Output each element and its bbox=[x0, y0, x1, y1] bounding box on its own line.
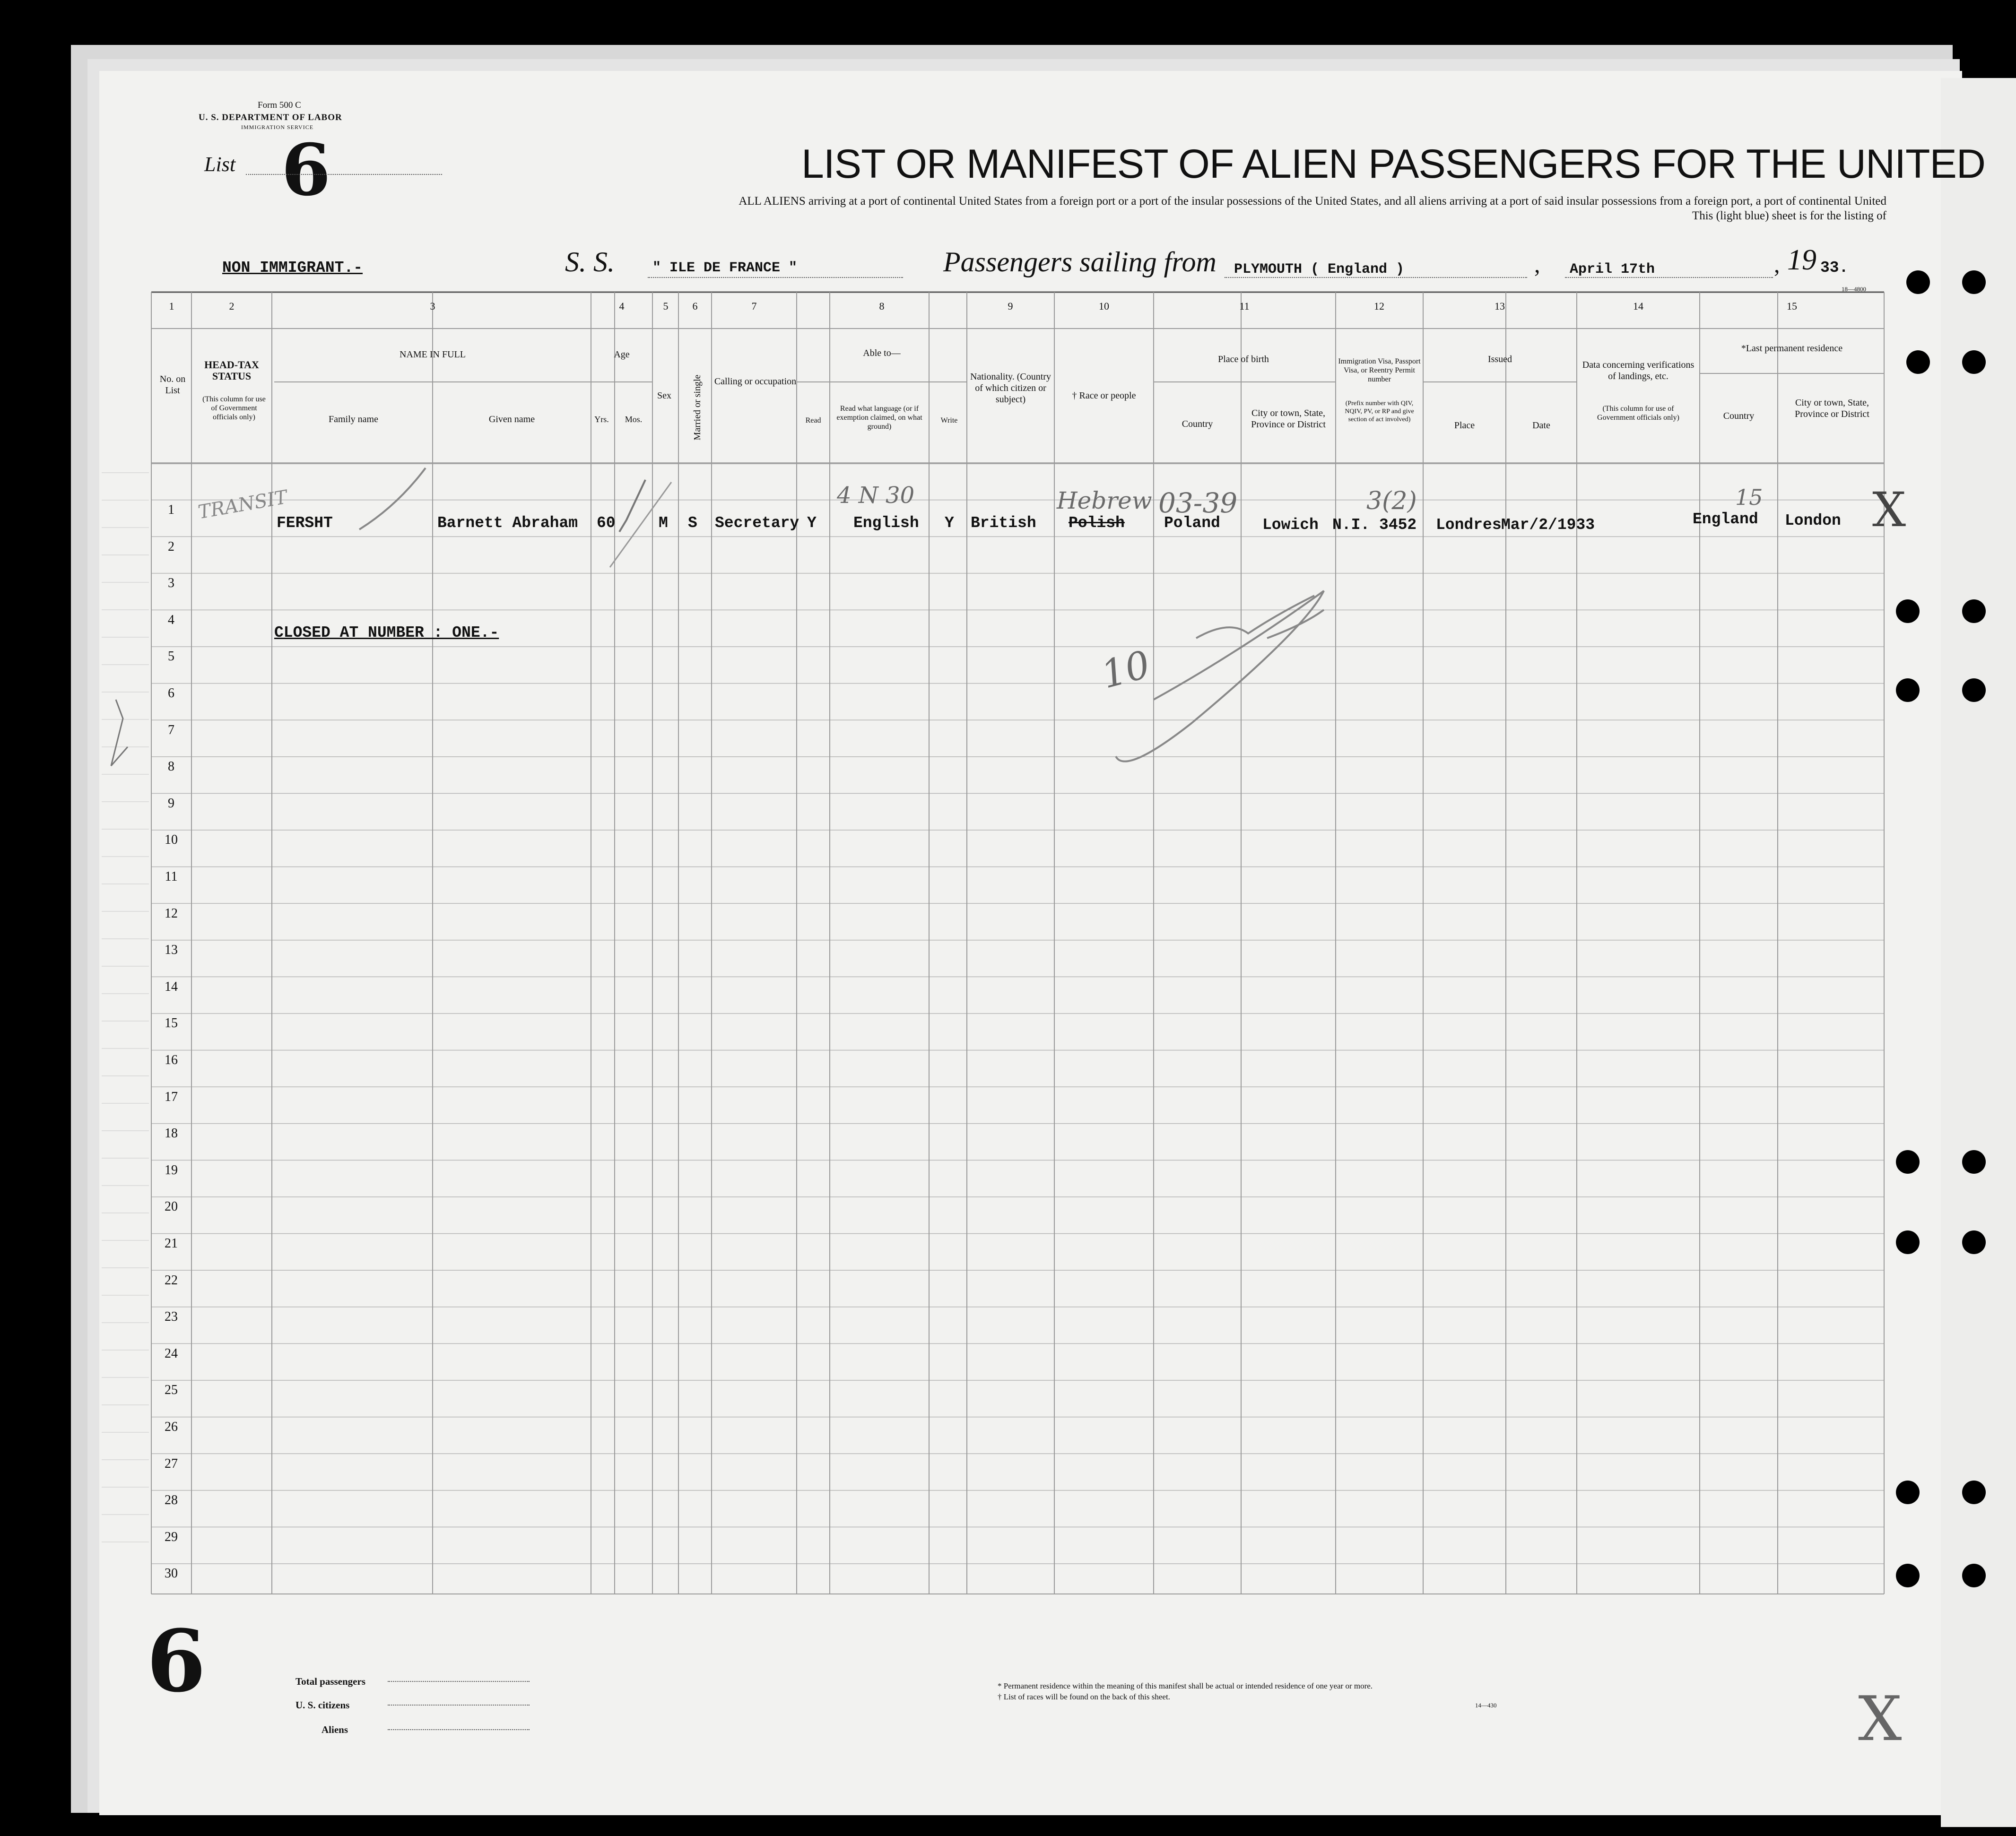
row-number: 8 bbox=[168, 759, 174, 774]
column-number: 10 bbox=[1099, 300, 1109, 312]
column-number: 4 bbox=[619, 300, 625, 312]
department: U. S. DEPARTMENT OF LABOR bbox=[199, 113, 342, 122]
column-number: 8 bbox=[879, 300, 885, 312]
header-calling: Calling or occupation bbox=[714, 376, 797, 387]
entry-write: Y bbox=[945, 514, 954, 532]
header-last-residence: *Last permanent residence bbox=[1741, 343, 1843, 354]
print-code: 18—4800 bbox=[1842, 286, 1866, 293]
form-number: Form 500 C bbox=[258, 100, 301, 110]
handwritten-read-note: 4 N 30 bbox=[837, 482, 915, 509]
row-number: 5 bbox=[168, 649, 174, 664]
header-lr-country: Country bbox=[1723, 411, 1755, 421]
footer-list-number: 6 bbox=[147, 1611, 206, 1711]
header-read: Read bbox=[805, 416, 821, 424]
manifest-subtitle-2: This (light blue) sheet is for the listing of bbox=[1692, 209, 1886, 222]
column-number: 12 bbox=[1374, 300, 1384, 312]
header-nationality: Nationality. (Country of which citizen or subject) bbox=[970, 372, 1051, 405]
entry-sex: M bbox=[659, 514, 668, 532]
entry-visa: N.I. 3452 bbox=[1332, 516, 1417, 534]
entry-age-yrs: 60 bbox=[597, 514, 616, 532]
entry-pob-city: Lowich bbox=[1262, 516, 1319, 534]
closed-note: CLOSED AT NUMBER : ONE.- bbox=[274, 624, 499, 641]
header-mos: Mos. bbox=[625, 415, 643, 424]
entry-race: Polish bbox=[1069, 514, 1125, 532]
class-label: NON IMMIGRANT.- bbox=[222, 259, 363, 277]
header-sex: Sex bbox=[657, 390, 671, 401]
header-issued: Issued bbox=[1487, 354, 1512, 364]
ship-name: " ILE DE FRANCE " bbox=[652, 260, 798, 276]
header-place-of-birth: Place of birth bbox=[1218, 354, 1269, 364]
header-read-language: Read what language (or if exemption claimed, on what ground) bbox=[836, 405, 922, 431]
row-number: 12 bbox=[165, 906, 178, 921]
row-number: 2 bbox=[168, 539, 174, 554]
header-landing: Data concerning verifications of landings, etc. bbox=[1582, 360, 1694, 381]
comma: , bbox=[1534, 251, 1540, 277]
header-married: Married or single bbox=[692, 374, 703, 441]
header-name-in-full: NAME IN FULL bbox=[400, 349, 466, 360]
entry-marital: S bbox=[688, 514, 697, 532]
row-number: 16 bbox=[165, 1053, 178, 1067]
row-number: 28 bbox=[165, 1493, 178, 1508]
manifest-title: LIST OR MANIFEST OF ALIEN PASSENGERS FOR THE UNITED bbox=[801, 141, 1986, 187]
list-number: 6 bbox=[281, 129, 331, 212]
row-number: 27 bbox=[165, 1456, 178, 1471]
header-write: Write bbox=[940, 416, 958, 424]
column-number: 13 bbox=[1495, 300, 1505, 312]
entry-language: English bbox=[853, 514, 919, 532]
footer-total-line bbox=[388, 1681, 530, 1682]
row-number: 15 bbox=[165, 1016, 178, 1031]
ss-label: S. S. bbox=[565, 246, 615, 277]
entry-family-name: FERSHT bbox=[277, 514, 333, 532]
header-head-tax-note: (This column for use of Government officials only) bbox=[202, 395, 266, 421]
entry-lr-country: England bbox=[1693, 511, 1758, 528]
list-label: List bbox=[204, 153, 236, 176]
footer-note-residence: * Permanent residence within the meaning of this manifest shall be actual or intended residence of one year or more. bbox=[998, 1681, 1373, 1690]
header-age: Age bbox=[614, 349, 630, 360]
row-number: 24 bbox=[165, 1346, 178, 1361]
row-number: 3 bbox=[168, 576, 174, 591]
row-number: 10 bbox=[165, 832, 178, 848]
header-given-name: Given name bbox=[488, 414, 535, 424]
entry-occupation: Secretary bbox=[715, 514, 799, 532]
manifest-subtitle: ALL ALIENS arriving at a port of continental United States from a foreign port or a port of the insular possessions of the United States, and all aliens arriving at a port of said insular possessions from a foreign port, a port of continental United bbox=[739, 195, 1886, 208]
row-number: 17 bbox=[165, 1089, 178, 1104]
entry-read: Y bbox=[807, 514, 817, 532]
row-number: 7 bbox=[168, 722, 174, 737]
entry-lr-city: London bbox=[1785, 512, 1841, 529]
column-number: 1 bbox=[169, 300, 174, 312]
footer-total-label: Total passengers bbox=[295, 1676, 365, 1687]
column-number: 15 bbox=[1787, 300, 1797, 312]
header-yrs: Yrs. bbox=[594, 415, 609, 424]
row-number: 30 bbox=[165, 1566, 178, 1581]
column-number: 6 bbox=[692, 300, 698, 312]
entry-issued-place: Londres bbox=[1436, 516, 1502, 534]
sailing-label: Passengers sailing from bbox=[943, 246, 1217, 277]
header-issued-place: Place bbox=[1454, 420, 1475, 431]
handwritten-visa-section: 3(2) bbox=[1366, 487, 1417, 515]
entry-pob-country: Poland bbox=[1164, 514, 1220, 532]
comma: , bbox=[1774, 251, 1780, 277]
column-number: 7 bbox=[751, 300, 757, 312]
header-landing-note: (This column for use of Government officials only) bbox=[1597, 405, 1679, 422]
column-number: 9 bbox=[1008, 300, 1013, 312]
header-able-to: Able to— bbox=[863, 348, 901, 358]
handwritten-stamp-number: 10 bbox=[1096, 642, 1155, 697]
row-number: 14 bbox=[165, 979, 178, 994]
head-tax-stamp: TRANSIT bbox=[196, 486, 289, 524]
footer-note-races: † List of races will be found on the back of this sheet. bbox=[998, 1692, 1170, 1701]
handwritten-race: Hebrew bbox=[1057, 487, 1152, 514]
sailing-date: April 17th bbox=[1570, 261, 1655, 277]
header-visa-note: (Prefix number with QIV, NQIV, PV, or RP and give section of act involved) bbox=[1345, 400, 1414, 423]
row-number: 11 bbox=[165, 869, 178, 884]
header-issued-date: Date bbox=[1532, 420, 1550, 431]
column-number: 14 bbox=[1633, 300, 1643, 312]
row-number: 20 bbox=[165, 1199, 178, 1214]
row-number: 25 bbox=[165, 1383, 178, 1398]
entry-issued-date: Mar/2/1933 bbox=[1501, 516, 1595, 534]
footer-citizens-label: U. S. citizens bbox=[295, 1699, 350, 1711]
row-number: 1 bbox=[168, 502, 174, 517]
header-pob-city: City or town, State, Province or District bbox=[1251, 408, 1326, 430]
footer-citizens-line bbox=[388, 1705, 530, 1706]
header-family-name: Family name bbox=[329, 414, 378, 424]
entry-given-name: Barnett Abraham bbox=[437, 514, 578, 532]
year-suffix: 33. bbox=[1820, 259, 1849, 277]
column-number: 2 bbox=[229, 300, 235, 312]
header-visa: Immigration Visa, Passport Visa, or Reentry Permit number bbox=[1338, 357, 1421, 383]
row-number: 18 bbox=[165, 1126, 178, 1141]
row-number: 19 bbox=[165, 1162, 178, 1178]
row-number: 22 bbox=[165, 1273, 178, 1288]
row-number: 4 bbox=[168, 612, 174, 627]
column-number: 11 bbox=[1239, 300, 1250, 312]
service: IMMIGRATION SERVICE bbox=[241, 124, 314, 130]
row-number: 6 bbox=[168, 686, 174, 701]
row-number: 29 bbox=[165, 1529, 178, 1544]
row-number: 13 bbox=[165, 943, 178, 958]
row-number: 21 bbox=[165, 1236, 178, 1251]
footer-print-code: 14—430 bbox=[1475, 1702, 1497, 1709]
handwritten-x-mark-bottom: X bbox=[1858, 1683, 1902, 1755]
footer-aliens-line bbox=[388, 1729, 530, 1730]
header-race: † Race or people bbox=[1072, 390, 1136, 401]
column-number: 3 bbox=[430, 300, 435, 312]
entry-nationality: British bbox=[971, 514, 1036, 532]
row-number: 23 bbox=[165, 1309, 178, 1325]
header-head-tax: HEAD-TAX STATUS bbox=[204, 359, 259, 382]
header-pob-country: Country bbox=[1182, 419, 1213, 429]
column-number: 5 bbox=[663, 300, 669, 312]
header-lr-city: City or town, State, Province or District bbox=[1795, 398, 1869, 419]
handwritten-lr-note: 15 bbox=[1735, 485, 1763, 510]
row-number: 26 bbox=[165, 1420, 178, 1434]
row-number: 9 bbox=[168, 796, 174, 811]
handwritten-x-mark: X bbox=[1872, 482, 1906, 537]
header-no-on-list: No. on List bbox=[159, 374, 186, 396]
port: PLYMOUTH ( England ) bbox=[1234, 261, 1405, 277]
year-prefix: 19 bbox=[1787, 244, 1816, 276]
handwritten-country-code: 03-39 bbox=[1158, 487, 1238, 519]
footer-aliens-label: Aliens bbox=[322, 1724, 348, 1735]
